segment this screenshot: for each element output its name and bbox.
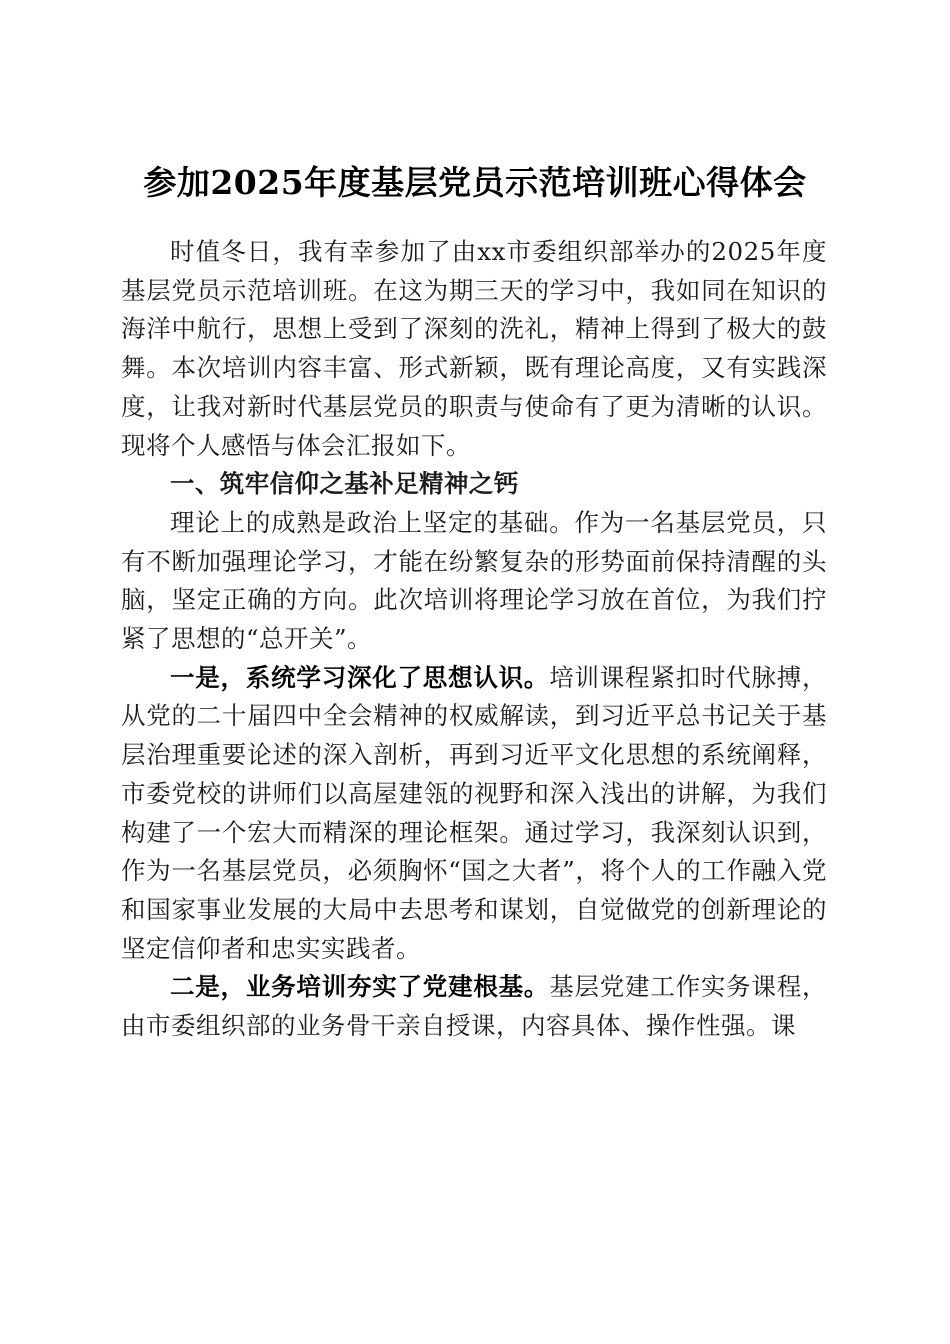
point-two-paragraph bbox=[121, 968, 827, 1045]
point-one-lead: 一是，系统学习深化了思想认识。 bbox=[170, 662, 550, 692]
intro-paragraph: 时值冬日，我有幸参加了由xx市委组织部举办的2025年度基层党员示范培训班。在这为期三天的学习中，我如同在知识的海洋中航行，思想上受到了深刻的洗礼，精神上得到了极大的鼓舞。本次培训内容丰富、形式新颖，既有理论高度，又有实践深度，让我对新时代基层党员的职责与使命有了更为清晰的认识。现将个人感悟与体会汇报如下。 bbox=[121, 237, 827, 460]
point-two-text: 基层党建工作实务课程，由市委组织部的业务骨干亲自授课，内容具体、操作性强。课 bbox=[121, 972, 828, 1041]
document-title: 参加2025年度基层党员示范培训班心得体会 bbox=[143, 163, 807, 203]
point-one-paragraph bbox=[121, 659, 827, 969]
document-body bbox=[121, 233, 827, 1046]
section-paragraph: 理论上的成熟是政治上坚定的基础。作为一名基层党员，只有不断加强理论学习，才能在纷繁复杂的形势面前保持清醒的头脑，坚定正确的方向。此次培训将理论学习放在首位，为我们拧紧了思想的“总开关”。 bbox=[121, 507, 827, 654]
section-heading: 一、筑牢信仰之基补足精神之钙 bbox=[170, 469, 519, 499]
point-two-lead: 二是，业务培训夯实了党建根基。 bbox=[170, 972, 550, 1002]
point-one-text: 培训课程紧扣时代脉搏，从党的二十届四中全会精神的权威解读，到习近平总书记关于基层治理重要论述的深入剖析，再到习近平文化思想的系统阐释，市委党校的讲师们以高屋建瓴的视野和深入浅出的讲解，为我们构建了一个宏大而精深的理论框架。通过学习，我深刻认识到，作为一名基层党员，必须胸怀“国之大者”，将个人的工作融入党和国家事业发展的大局中去思考和谋划，自觉做党的创新理论的坚定信仰者和忠实实践者。 bbox=[121, 662, 828, 963]
